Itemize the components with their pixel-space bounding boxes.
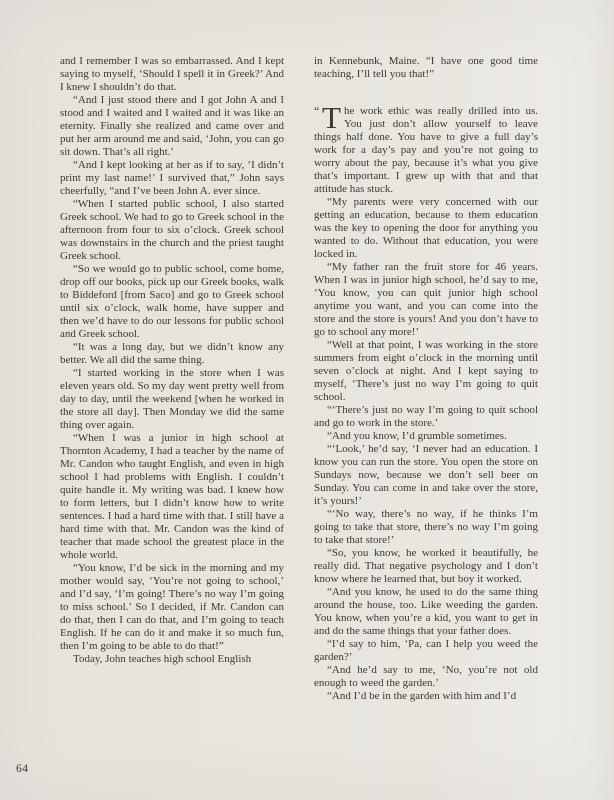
dropcap: [314, 100, 341, 135]
paragraph: “It was a long day, but we didn’t know any better. We all did the same thing.: [60, 341, 284, 366]
paragraph: “I started working in the store when I was eleven years old. So my day went pretty well from day to day, until the weekend [when he worked in the store all day]. Then Monday we did the same thing over again.: [60, 367, 284, 431]
paragraph: Today, John teaches high school English: [73, 653, 252, 665]
page-number: 64: [16, 763, 29, 775]
paragraph: “My father ran the fruit store for 46 years. When I was in junior high school, he’d say to me, ‘You know, you can quit junior high school anytime you want, and you can come into the store and the store is yours! And you don’t have to go to school any more!’: [314, 261, 538, 338]
dropcap-paragraph: [314, 100, 538, 196]
section-break: [314, 81, 538, 105]
paragraph: “And you know, he used to do the same thing around the house, too. Like weeding the garden. You know, when you’re a kid, you want to get in and do the same things that your father does.: [314, 586, 538, 637]
paragraph: “And you know, I’d grumble sometimes.: [327, 430, 507, 442]
paragraph: “So we would go to public school, come home, drop off our books, pick up our Greek books, walk to Biddeford [from Saco] and go to Greek school until six o’clock, walk home, have supper and then we’d have to do our lessons for public school and Greek school.: [60, 263, 284, 340]
paragraph: “When I started public school, I also started Greek school. We had to go to Greek school in the afternoon from four to six o’clock. Greek school was downstairs in the church and the priest taught Greek school.: [60, 198, 284, 262]
paragraph: “‘No way, there’s no way, if he thinks I’m going to take that store, there’s no way I’m going to take that store!’: [314, 508, 538, 546]
paragraph: “Well at that point, I was working in the store summers from eight o’clock in the morning until seven o’clock at night. And I kept saying to myself, ‘There’s just no way I’m going to quit school.: [314, 339, 538, 403]
paragraph: in Kennebunk, Maine. “I have one good time teaching, I’ll tell you that!”: [314, 55, 538, 80]
paragraph: “‘Look,’ he’d say, ‘I never had an education. I know you can run the store. You open the store on Sundays now, because we don’t sell beer on Sunday. You can come in and take over the store, it’s yours!’: [314, 443, 538, 507]
paragraph: “You know, I’d be sick in the morning and my mother would say, ‘You’re not going to school,’ and I’d say, ‘I’m going! There’s no way I’m going to miss school.’ So I decided, if Mr. Candon can do that, then I can do that, and I’m going to teach English. If he can do it and make it so much fun, then I’m going to be able to do that!”: [60, 562, 284, 652]
left-column: [60, 55, 284, 703]
paragraph-text: he work ethic was really drilled into us. You just don’t allow yourself to leave things half done. You have to give a full day’s work for a day’s pay and you’re not going to worry about the pay, because it’s what you give that’s important. I grew up with that and that attitude has stuck.: [314, 105, 538, 195]
two-column-text: [60, 55, 538, 703]
paragraph: and I remember I was so embarrassed. And I kept saying to myself, ‘Should I spell it in Greek?’ And I knew I shouldn’t do that.: [60, 55, 284, 93]
paragraph: “And I kept looking at her as if to say, ‘I didn’t print my last name!’ I survived that,” John says cheerfully, “and I’ve been John A. ever since.: [60, 159, 284, 197]
paragraph: “My parents were very concerned with our getting an education, because to them education was the key to opening the door for anything you wanted to do. Without that education, you were locked in.: [314, 196, 538, 260]
paragraph: “And I’d be in the garden with him and I’d: [327, 690, 517, 702]
dropcap-open-quote: “: [314, 104, 320, 118]
paragraph: “When I was a junior in high school at Thornton Academy, I had a teacher by the name of Mr. Candon who taught English, and even in high school I had problems with English. I couldn’t quite handle it. My writing was bad. I knew how to form letters, but I didn’t know how to write sentences. I had a hard time with that. I still have a hard time with that. Mr. Candon was the kind of teacher that made school the greatest place in the whole world.: [60, 432, 284, 561]
paragraph: “‘There’s just no way I’m going to quit school and go to work in the store.’: [314, 404, 538, 429]
paragraph: “I’d say to him, ‘Pa, can I help you weed the garden?’: [314, 638, 538, 663]
paragraph: “And I just stood there and I got John A and I stood and I waited and I waited and it was like an eternity. Finally she realized and came over and put her arm around me and said, ‘John, you can go sit down. That’s all right.’: [60, 94, 284, 158]
paragraph: “And he’d say to me, ‘No, you’re not old enough to weed the garden.’: [314, 664, 538, 689]
right-column: [314, 55, 538, 703]
paragraph: “So, you know, he worked it beautifully, he really did. That negative psychology and I don’t know where he learned that, but boy it worked.: [314, 547, 538, 585]
dropcap-letter: T: [322, 100, 341, 135]
